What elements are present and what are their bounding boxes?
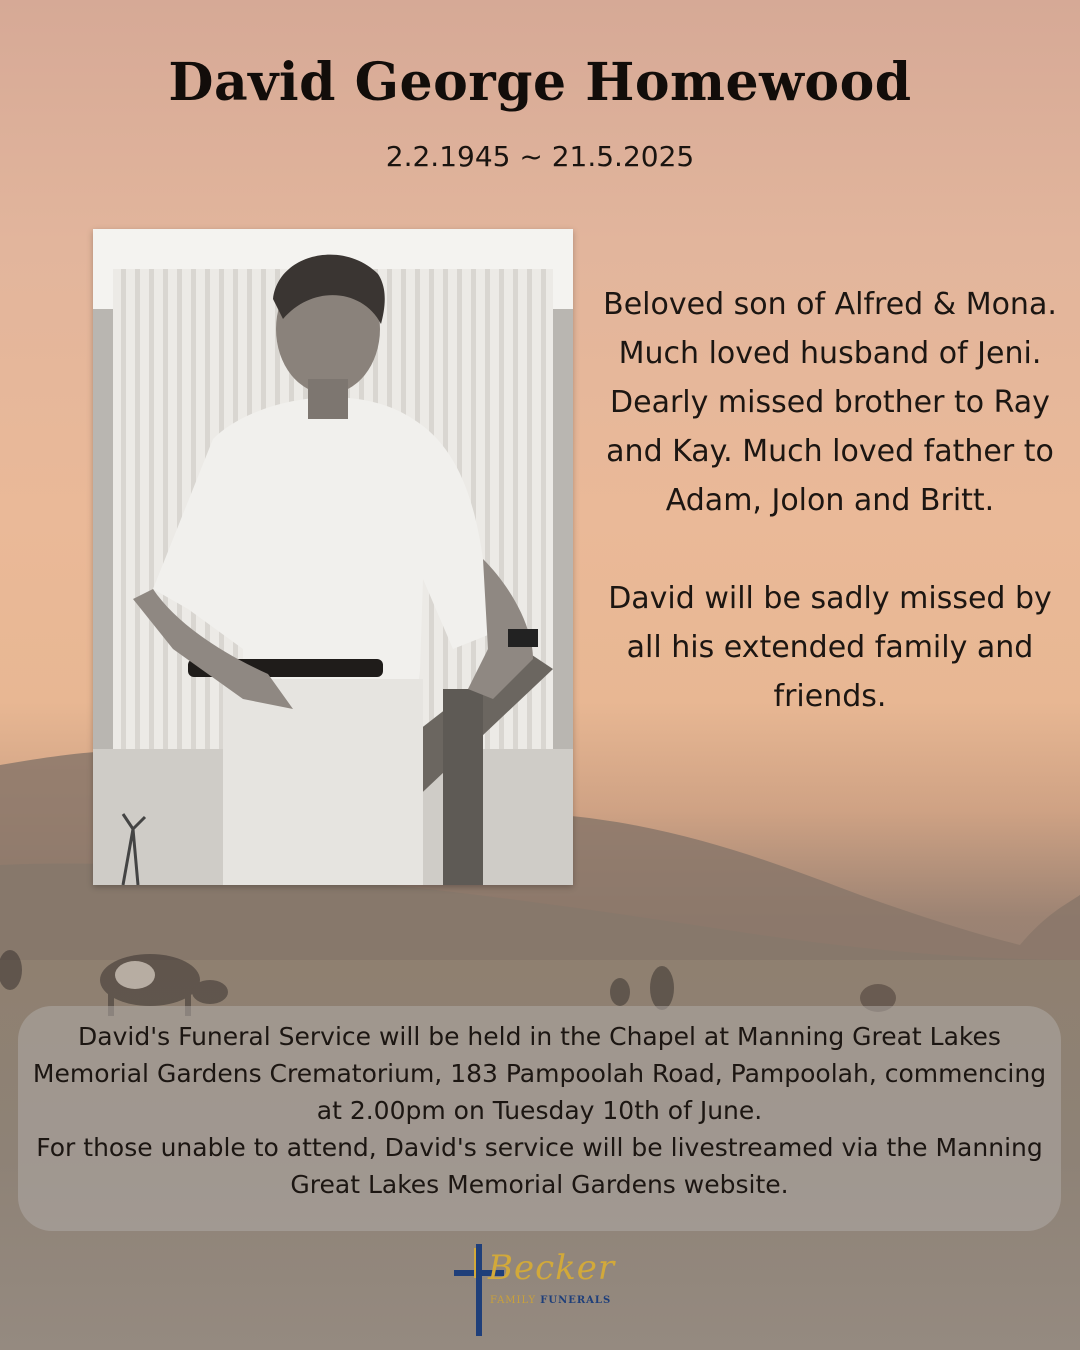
bio-family: Beloved son of Alfred & Mona. Much loved husband of Jeni. Dearly missed brother to Ray and Kay. Much loved father to Adam, Jolon and Britt. [603, 287, 1057, 518]
service-info-text [18, 1018, 1061, 1203]
logo-subtitle [490, 1295, 611, 1306]
life-dates: 2.2.1945 ~ 21.5.2025 [385, 140, 695, 173]
service-details: David's Funeral Service will be held in the Chapel at Manning Great Lakes Memorial Gardens Crematorium, 183 Pampoolah Road, Pampoolah, commencing at 2.00pm on Tuesday 10th of June. [32, 1022, 1047, 1125]
obituary-text [600, 280, 1060, 721]
logo-name: Becker [488, 1248, 616, 1288]
logo-sub-family: FAMILY [490, 1295, 537, 1306]
bio-missed: David will be sadly missed by all his extended family and friends. [608, 581, 1052, 714]
funeral-home-logo [448, 1240, 628, 1340]
deceased-name: David George Homewood [168, 52, 912, 113]
portrait-photo [93, 229, 573, 885]
logo-sub-funerals: FUNERALS [540, 1295, 612, 1306]
livestream-details: For those unable to attend, David's service will be livestreamed via the Manning Great Lakes Memorial Gardens website. [36, 1133, 1043, 1199]
